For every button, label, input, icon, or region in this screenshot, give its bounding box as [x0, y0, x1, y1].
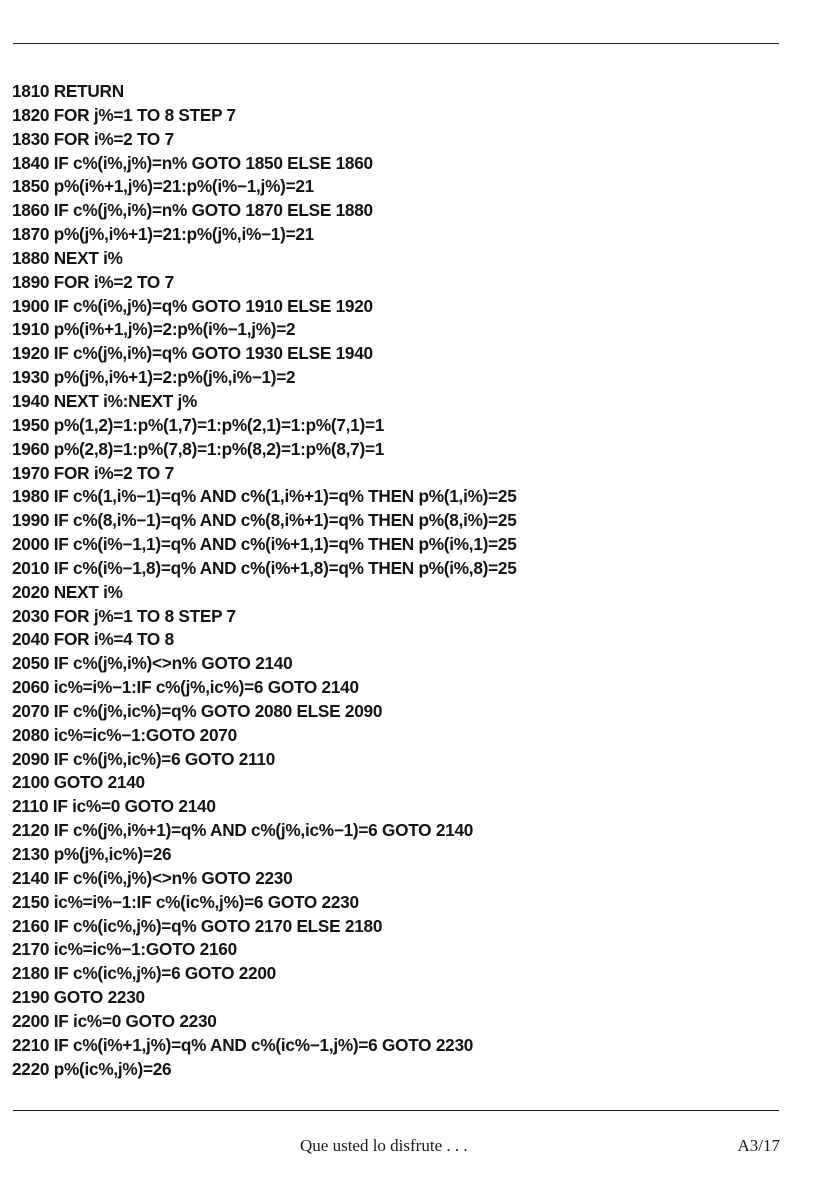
code-line: 1820 FOR j%=1 TO 8 STEP 7 — [12, 104, 236, 125]
code-line: 2010 IF c%(i%−1,8)=q% AND c%(i%+1,8)=q% THEN p%(i%,8)=25 — [12, 557, 517, 578]
top-rule — [13, 43, 779, 44]
code-line: 1930 p%(j%,i%+1)=2:p%(j%,i%−1)=2 — [12, 367, 296, 388]
code-line: 2150 ic%=i%−1:IF c%(ic%,j%)=6 GOTO 2230 — [12, 891, 359, 912]
code-line: 2070 IF c%(j%,ic%)=q% GOTO 2080 ELSE 2090 — [12, 700, 383, 721]
code-line: 1910 p%(i%+1,j%)=2:p%(i%−1,j%)=2 — [12, 319, 296, 340]
page-number: A3/17 — [737, 1136, 780, 1155]
code-line: 2020 NEXT i% — [12, 581, 123, 602]
code-line: 2210 IF c%(i%+1,j%)=q% AND c%(ic%−1,j%)=6 GOTO 2230 — [12, 1034, 474, 1055]
code-line: 1980 IF c%(1,i%−1)=q% AND c%(1,i%+1)=q% THEN p%(1,i%)=25 — [12, 486, 517, 507]
code-line: 1940 NEXT i%:NEXT j% — [12, 390, 198, 411]
code-line: 2140 IF c%(i%,j%)<>n% GOTO 2230 — [12, 867, 293, 888]
code-line: 2000 IF c%(i%−1,1)=q% AND c%(i%+1,1)=q% THEN p%(i%,1)=25 — [12, 534, 517, 555]
code-line: 2100 GOTO 2140 — [12, 772, 145, 793]
code-line: 1950 p%(1,2)=1:p%(1,7)=1:p%(2,1)=1:p%(7,1)=1 — [12, 414, 385, 435]
code-line: 1990 IF c%(8,i%−1)=q% AND c%(8,i%+1)=q% THEN p%(8,i%)=25 — [12, 510, 517, 531]
footer-text: Que usted lo disfrute . . . — [300, 1136, 468, 1155]
code-line: 2110 IF ic%=0 GOTO 2140 — [12, 796, 216, 817]
code-line: 1880 NEXT i% — [12, 247, 123, 268]
code-line: 1970 FOR i%=2 TO 7 — [12, 462, 174, 483]
code-line: 2220 p%(ic%,j%)=26 — [12, 1058, 172, 1079]
code-line: 2030 FOR j%=1 TO 8 STEP 7 — [12, 605, 236, 626]
code-line: 1830 FOR i%=2 TO 7 — [12, 128, 174, 149]
code-line: 1960 p%(2,8)=1:p%(7,8)=1:p%(8,2)=1:p%(8,7)=1 — [12, 438, 385, 459]
code-line: 1920 IF c%(j%,i%)=q% GOTO 1930 ELSE 1940 — [12, 343, 373, 364]
code-line: 2080 ic%=ic%−1:GOTO 2070 — [12, 724, 237, 745]
code-line: 2200 IF ic%=0 GOTO 2230 — [12, 1010, 217, 1031]
code-line: 2060 ic%=i%−1:IF c%(j%,ic%)=6 GOTO 2140 — [12, 677, 359, 698]
code-line: 2160 IF c%(ic%,j%)=q% GOTO 2170 ELSE 2180 — [12, 915, 383, 936]
code-line: 2180 IF c%(ic%,j%)=6 GOTO 2200 — [12, 963, 276, 984]
code-listing — [12, 80, 517, 1081]
code-line: 1860 IF c%(j%,i%)=n% GOTO 1870 ELSE 1880 — [12, 200, 373, 221]
code-line: 2090 IF c%(j%,ic%)=6 GOTO 2110 — [12, 748, 276, 769]
code-line: 1870 p%(j%,i%+1)=21:p%(j%,i%−1)=21 — [12, 224, 314, 245]
code-line: 1840 IF c%(i%,j%)=n% GOTO 1850 ELSE 1860 — [12, 152, 373, 173]
code-line: 1900 IF c%(i%,j%)=q% GOTO 1910 ELSE 1920 — [12, 295, 373, 316]
code-line: 1850 p%(i%+1,j%)=21:p%(i%−1,j%)=21 — [12, 176, 314, 197]
code-line: 1810 RETURN — [12, 81, 124, 101]
code-line: 2170 ic%=ic%−1:GOTO 2160 — [12, 939, 237, 960]
code-line: 2130 p%(j%,ic%)=26 — [12, 844, 172, 864]
code-line: 2050 IF c%(j%,i%)<>n% GOTO 2140 — [12, 653, 293, 674]
code-line: 1890 FOR i%=2 TO 7 — [12, 271, 174, 292]
code-line: 2120 IF c%(j%,i%+1)=q% AND c%(j%,ic%−1)=6 GOTO 2140 — [12, 820, 474, 841]
code-line: 2040 FOR i%=4 TO 8 — [12, 629, 174, 650]
bottom-rule — [13, 1110, 779, 1111]
code-line: 2190 GOTO 2230 — [12, 987, 145, 1008]
